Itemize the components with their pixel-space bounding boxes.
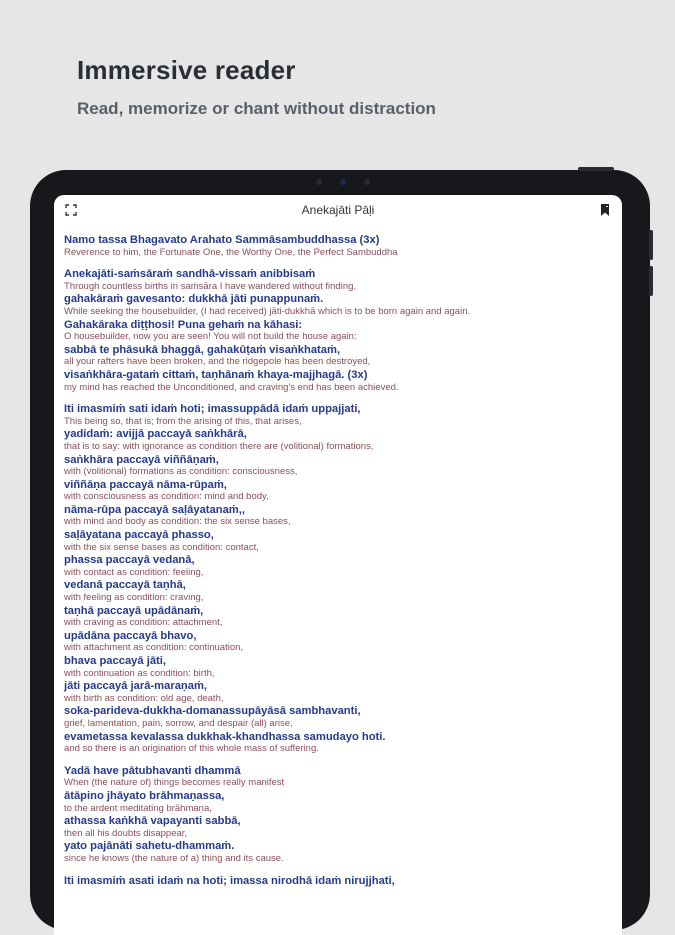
- translation-line: Reverence to him, the Fortunate One, the Worthy One, the Perfect Sambuddha: [64, 246, 398, 258]
- tablet-volume-up-button: [649, 230, 653, 260]
- tablet-top-button: [578, 167, 614, 171]
- pali-line: evametassa kevalassa dukkhak-khandhassa samudayo hoti.: [64, 730, 386, 743]
- translation-line: with (volitional) formations as condition: consciousness,: [64, 466, 298, 478]
- translation-line: and so there is an origination of this whole mass of suffering.: [64, 743, 319, 755]
- pali-line: Yadā have pātubhavanti dhammā: [64, 764, 241, 777]
- verse-group: [64, 268, 612, 394]
- camera-area: [310, 178, 380, 186]
- translation-line: grief, lamentation, pain, sorrow, and despair (all) arise,: [64, 717, 293, 729]
- translation-line: with contact as condition: feeling,: [64, 566, 204, 578]
- pali-line: gahakāraṁ gavesanto: dukkhā jāti punappunaṁ.: [64, 293, 324, 306]
- pali-line: Iti imasmiṁ asati idaṁ na hoti; imassa nirodhā idaṁ nirujjhati,: [64, 874, 395, 887]
- translation-line: Through countless births in saṁsāra I have wandered without finding.: [64, 280, 357, 292]
- translation-line: with the six sense bases as condition: contact,: [64, 541, 259, 553]
- translation-line: to the ardent meditating brāhmaṇa,: [64, 802, 212, 814]
- pali-line: yato pajānāti sahetu-dhammaṁ.: [64, 840, 235, 853]
- translation-line: since he knows (the nature of a) thing and its cause.: [64, 852, 284, 864]
- reader-title: Anekajāti Pāḷi: [301, 203, 375, 217]
- pali-line: taṇhā paccayā upādānaṁ,: [64, 604, 204, 617]
- promo-subheadline: Read, memorize or chant without distraction: [77, 99, 436, 118]
- pali-line: vedanā paccayā taṇhā,: [64, 579, 186, 592]
- fullscreen-icon[interactable]: [65, 204, 77, 216]
- pali-line: Iti imasmiṁ sati idaṁ hoti; imassuppādā idaṁ uppajjati,: [64, 403, 361, 416]
- pali-line: visaṅkhāra-gataṁ cittaṁ, taṇhānaṁ khaya-majjhagā. (3x): [64, 368, 368, 381]
- reader-topbar: [54, 195, 622, 225]
- pali-line: Gahakāraka diṭṭhosi! Puna gehaṁ na kāhasi:: [64, 318, 303, 331]
- pali-line: yadidaṁ: avijjā paccayā saṅkhārā,: [64, 428, 247, 441]
- bookmark-icon[interactable]: [599, 203, 611, 217]
- verse-group: [64, 875, 612, 888]
- translation-line: When (the nature of) things becomes really manifest: [64, 777, 285, 789]
- translation-line: with consciousness as condition: mind and body,: [64, 491, 269, 503]
- verse-group: [64, 234, 612, 259]
- pali-line: bhava paccayā jāti,: [64, 655, 166, 667]
- translation-line: my mind has reached the Unconditioned, and craving's end has been achieved.: [64, 381, 399, 393]
- translation-line: O housebuilder, now you are seen! You will not build the house again:: [64, 331, 357, 343]
- pali-line: ātāpino jhāyato brāhmaṇassa,: [64, 789, 225, 802]
- sensor-dot: [316, 179, 322, 185]
- pali-line: saṅkhāra paccayā viññāṇaṁ,: [64, 453, 219, 466]
- translation-line: with continuation as condition: birth,: [64, 667, 215, 679]
- promo-headline: Immersive reader: [77, 55, 296, 85]
- reader-text-area[interactable]: [54, 225, 622, 887]
- pali-line: Anekajāti-saṁsāraṁ sandhā-vissaṁ anibbisaṁ: [64, 268, 316, 281]
- pali-line: saḷāyatana paccayā phasso,: [64, 529, 214, 542]
- camera-lens: [340, 179, 346, 185]
- translation-line: with mind and body as condition: the six sense bases,: [64, 516, 291, 528]
- pali-line: soka-parideva-dukkha-domanassupāyāsā sambhavanti,: [64, 705, 361, 718]
- tablet-volume-down-button: [649, 266, 653, 296]
- translation-line: that is to say: with ignorance as condition there are (volitional) formations,: [64, 440, 374, 452]
- sensor-dot: [364, 179, 370, 185]
- translation-line: While seeking the housebuilder, (I had received) jāti-dukkhā which is to be born again and again.: [64, 305, 471, 317]
- translation-line: with feeling as condition: craving,: [64, 592, 204, 604]
- tablet-frame: [30, 170, 650, 930]
- verse-group: [64, 403, 612, 756]
- translation-line: with craving as condition: attachment,: [64, 617, 223, 629]
- translation-line: with attachment as condition: continuation,: [64, 642, 244, 654]
- pali-line: viññāṇa paccayā nāma-rūpaṁ,: [64, 478, 227, 491]
- pali-line: jāti paccayā jarā-maraṇaṁ,: [64, 680, 208, 693]
- pali-line: upādāna paccayā bhavo,: [64, 629, 197, 642]
- pali-line: nāma-rūpa paccayā saḷāyatanaṁ,,: [64, 503, 245, 516]
- pali-line: phassa paccayā vedanā,: [64, 554, 195, 567]
- pali-line: sabbā te phāsukā bhaggā, gahakūṭaṁ visaṅkhataṁ,: [64, 343, 341, 356]
- pali-line: athassa kaṅkhā vapayanti sabbā,: [64, 815, 241, 828]
- translation-line: then all his doubts disappear,: [64, 827, 188, 839]
- verse-group: [64, 765, 612, 866]
- translation-line: all your rafters have been broken, and the ridgepole has been destroyed,: [64, 356, 371, 368]
- pali-line: Namo tassa Bhagavato Arahato Sammāsambuddhassa (3x): [64, 234, 380, 246]
- translation-line: with birth as condition: old age, death,: [64, 692, 224, 704]
- translation-line: This being so, that is; from the arising of this, that arises,: [64, 415, 302, 427]
- reader-screen: [54, 195, 622, 935]
